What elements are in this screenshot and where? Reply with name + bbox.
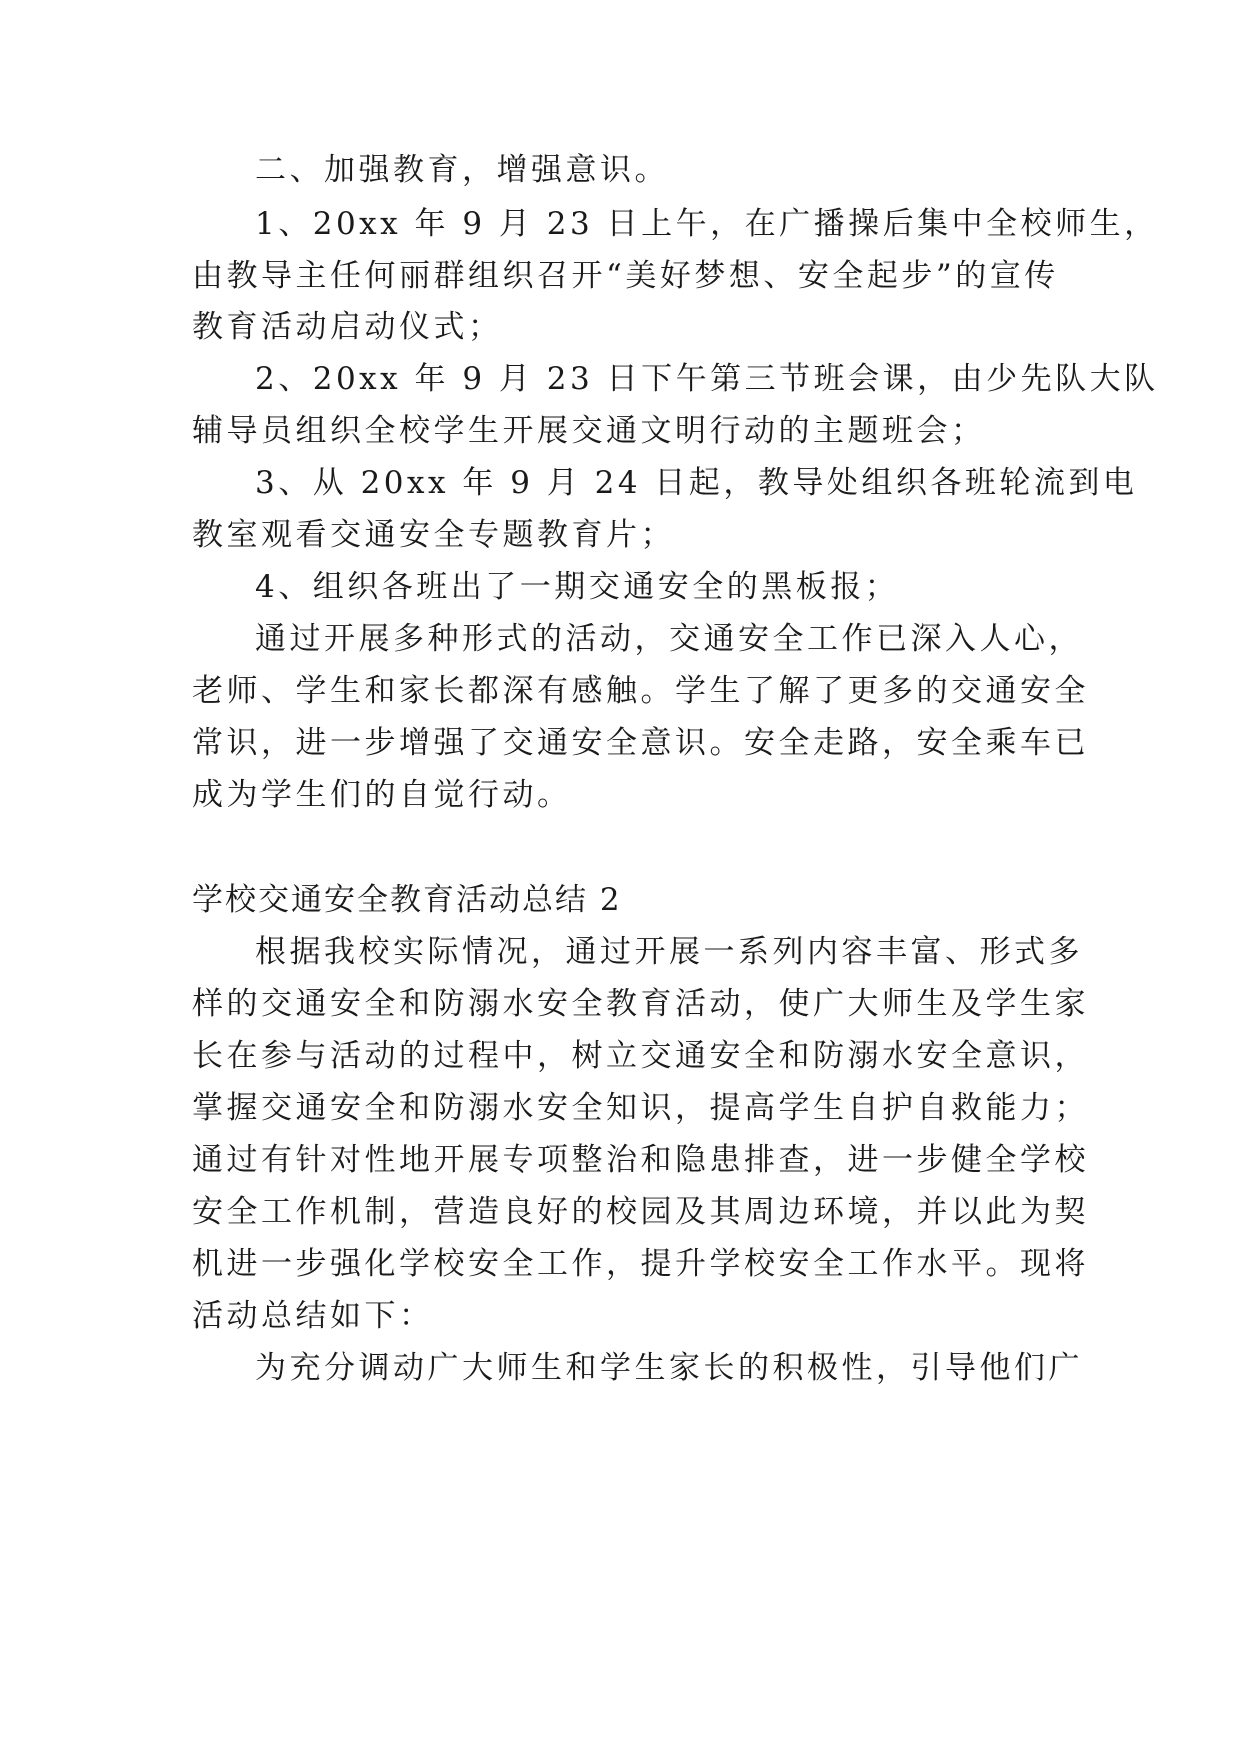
paragraph-line: 为充分调动广大师生和学生家长的积极性，引导他们广 (255, 1350, 1083, 1386)
section-title: 学校交通安全教育活动总结 2 (192, 882, 622, 918)
paragraph-line: 活动总结如下： (192, 1298, 434, 1334)
paragraph-line: 由教导主任何丽群组织召开“美好梦想、安全起步”的宣传 (192, 258, 1059, 294)
section-heading: 二、加强教育，增强意识。 (255, 152, 669, 188)
paragraph-line: 机进一步强化学校安全工作，提升学校安全工作水平。现将 (192, 1246, 1089, 1282)
paragraph-line: 教室观看交通安全专题教育片； (192, 517, 675, 553)
paragraph-line: 教育活动启动仪式； (192, 309, 503, 345)
paragraph-line: 通过有针对性地开展专项整治和隐患排查，进一步健全学校 (192, 1142, 1089, 1178)
paragraph-line: 老师、学生和家长都深有感触。学生了解了更多的交通安全 (192, 673, 1089, 709)
paragraph-line: 样的交通安全和防溺水安全教育活动，使广大师生及学生家 (192, 986, 1089, 1022)
paragraph-line: 根据我校实际情况，通过开展一系列内容丰富、形式多 (255, 934, 1083, 970)
paragraph-line: 2、20xx 年 9 月 23 日下午第三节班会课，由少先队大队 (255, 361, 1159, 397)
paragraph-line: 掌握交通安全和防溺水安全知识，提高学生自护自救能力； (192, 1090, 1089, 1126)
paragraph-line: 常识，进一步增强了交通安全意识。安全走路，安全乘车已 (192, 725, 1089, 761)
paragraph-line: 4、组织各班出了一期交通安全的黑板报； (255, 569, 900, 605)
paragraph-line: 通过开展多种形式的活动，交通安全工作已深入人心， (255, 621, 1083, 657)
paragraph-line: 成为学生们的自觉行动。 (192, 777, 572, 813)
paragraph-line: 安全工作机制，营造良好的校园及其周边环境，并以此为契 (192, 1194, 1089, 1230)
paragraph-line: 1、20xx 年 9 月 23 日上午，在广播操后集中全校师生， (255, 206, 1159, 242)
paragraph-line: 长在参与活动的过程中，树立交通安全和防溺水安全意识， (192, 1038, 1089, 1074)
paragraph-line: 3、从 20xx 年 9 月 24 日起，教导处组织各班轮流到电 (255, 465, 1138, 501)
paragraph-line: 辅导员组织全校学生开展交通文明行动的主题班会； (192, 413, 986, 449)
